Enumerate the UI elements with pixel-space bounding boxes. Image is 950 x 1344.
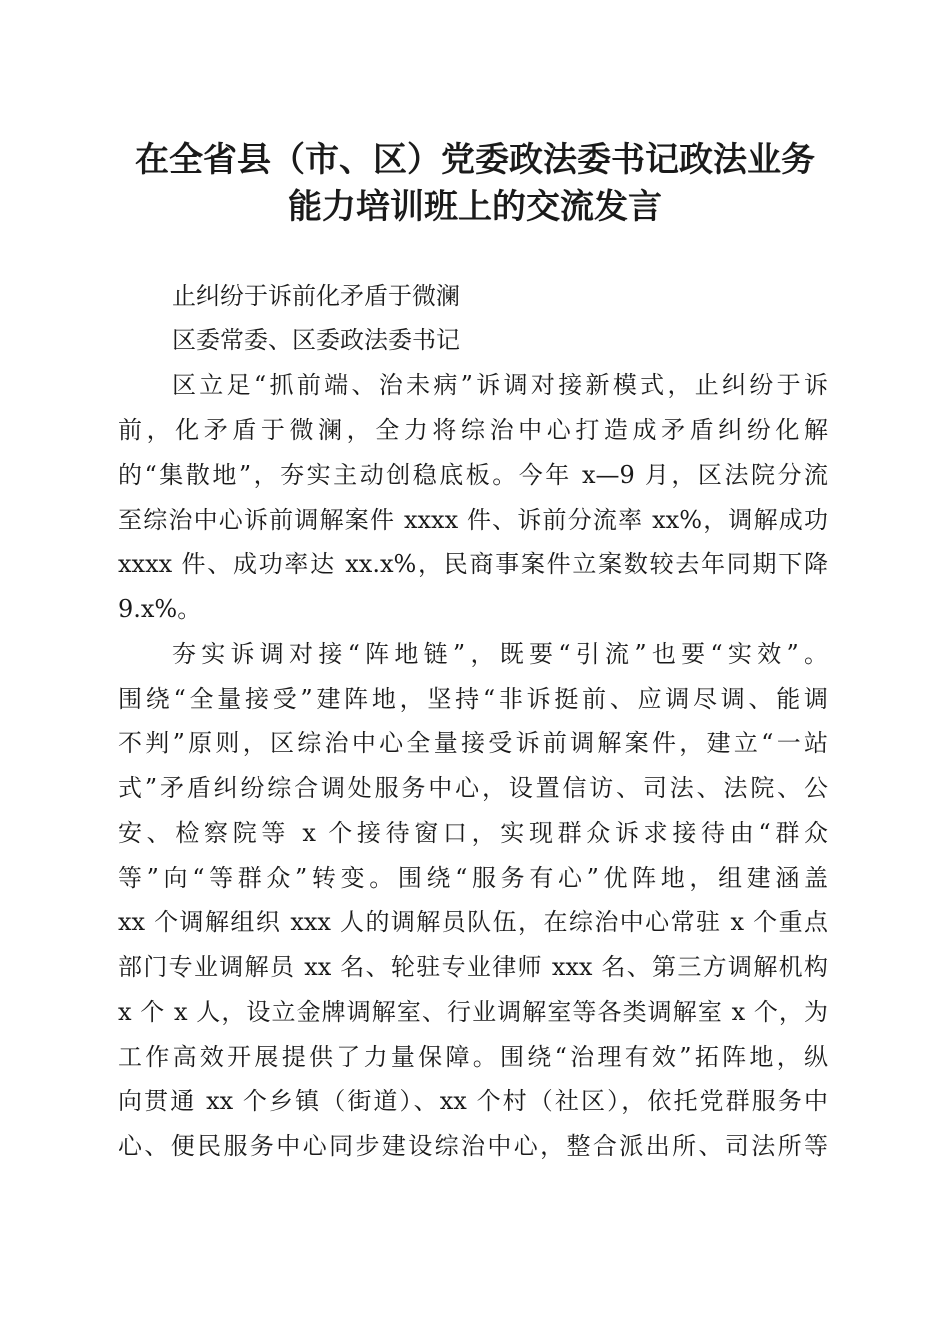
body-line: 围绕“全量接受”建阵地，坚持“非诉挺前、应调尽调、能调 [118,685,828,713]
document-subtitle: 止纠纷于诉前化矛盾于微澜 [172,282,460,310]
body-line: 安、检察院等 x 个接待窗口，实现群众诉求接待由“群众 [118,819,828,847]
body-line: x 个 x 人，设立金牌调解室、行业调解室等各类调解室 x 个，为 [118,998,828,1026]
body-line: xx 个调解组织 xxx 人的调解员队伍，在综治中心常驻 x 个重点 [118,908,828,936]
body-line: 的“集散地”，夯实主动创稳底板。今年 x—9 月，区法院分流 [118,461,828,489]
document-author: 区委常委、区委政法委书记 [172,326,460,354]
body-line: 至综治中心诉前调解案件 xxxx 件、诉前分流率 xx%，调解成功 [118,506,828,534]
body-line: 等”向“等群众”转变。围绕“服务有心”优阵地，组建涵盖 [118,864,828,892]
body-line: 部门专业调解员 xx 名、轮驻专业律师 xxx 名、第三方调解机构 [118,953,828,981]
document-title-line-2: 能力培训班上的交流发言 [288,187,662,227]
body-line: 不判”原则，区综治中心全量接受诉前调解案件，建立“一站 [118,729,828,757]
body-line: 前，化矛盾于微澜，全力将综治中心打造成矛盾纠纷化解 [118,416,828,444]
body-line: 式”矛盾纠纷综合调处服务中心，设置信访、司法、法院、公 [118,774,828,802]
body-line: 工作高效开展提供了力量保障。围绕“治理有效”拓阵地，纵 [118,1043,828,1071]
body-line: 心、便民服务中心同步建设综治中心，整合派出所、司法所等 [118,1132,828,1160]
body-line: 区立足“抓前端、治未病”诉调对接新模式，止纠纷于诉 [172,371,828,399]
body-line: 夯实诉调对接“阵地链”，既要“引流”也要“实效”。 [172,640,828,668]
body-line: 9.x%。 [118,595,202,623]
document-title-line-1: 在全省县（市、区）党委政法委书记政法业务 [135,140,815,180]
body-line: 向贯通 xx 个乡镇（街道）、xx 个村（社区），依托党群服务中 [118,1087,828,1115]
body-line: xxxx 件、成功率达 xx.x%，民商事案件立案数较去年同期下降 [118,550,828,578]
